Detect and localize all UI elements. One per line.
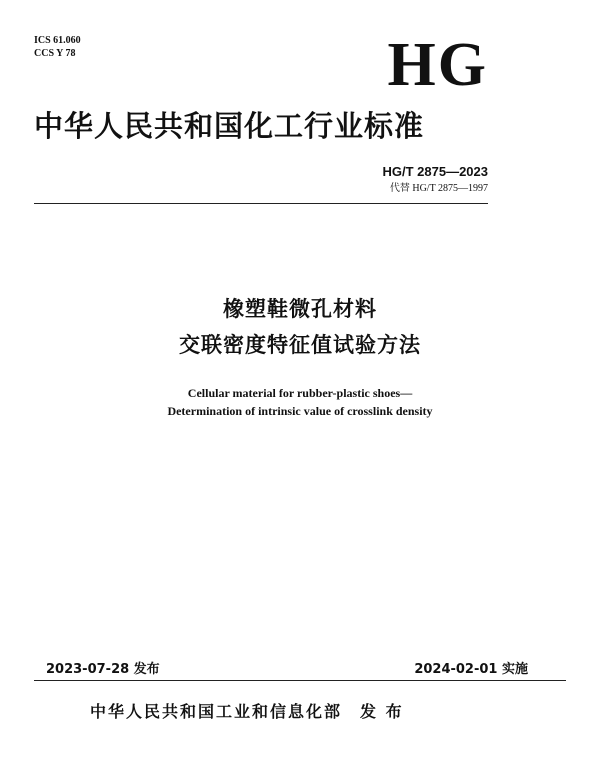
title-en-line2: Determination of intrinsic value of crosslink density bbox=[167, 404, 433, 418]
replaces-note: 代替 HG/T 2875—1997 bbox=[389, 183, 488, 194]
issuer-header: 中华人民共和国化工行业标准 bbox=[34, 109, 425, 143]
ccs-code: CCS Y 78 bbox=[34, 48, 76, 59]
title-en-line1: Cellular material for rubber-plastic shoes— bbox=[187, 386, 413, 400]
bottom-divider bbox=[34, 680, 566, 681]
title-zh-line1: 橡塑鞋微孔材料 bbox=[223, 297, 377, 321]
ics-code: ICS 61.060 bbox=[34, 35, 81, 46]
top-divider bbox=[34, 203, 488, 204]
classification-codes bbox=[34, 34, 81, 60]
publish-date: 2023-07-28 发布 bbox=[46, 662, 160, 677]
implement-date: 2024-02-01 实施 bbox=[414, 662, 528, 677]
hg-logo: HG bbox=[387, 31, 488, 99]
standard-number: HG/T 2875—2023 bbox=[382, 164, 488, 179]
issuing-authority: 中华人民共和国工业和信息化部 发 布 bbox=[90, 702, 404, 721]
title-zh-line2: 交联密度特征值试验方法 bbox=[179, 333, 421, 357]
